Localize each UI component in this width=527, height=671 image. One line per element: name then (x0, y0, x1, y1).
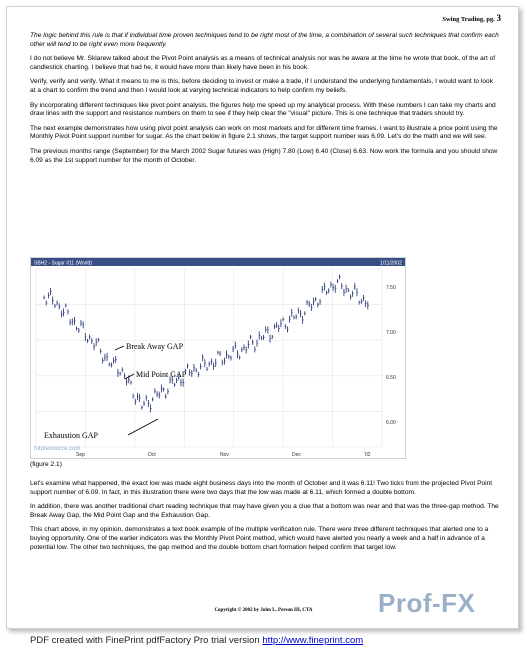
chart-date-label: 1/11/2002 (380, 260, 402, 267)
x-tick-label: Nov (220, 452, 229, 458)
header-title: Swing Trading, pg. (442, 16, 495, 23)
paragraph-next-example: The next example demonstrates how using pivot point analysis can work on most markets and for different time frames. I want to illustrate a price point using the Monthly Pivot Point support number for sugar. As the chart below in figure 2.1 shows, the target support number was 6.09. Let's do the math and we will see. (30, 124, 498, 141)
annotation-break-away-gap: Break Away GAP (126, 342, 184, 351)
paragraph-pivot-analysis: By incorporating different techniques like pivot point analysis, the figures help me speed up my analytical process. With these numbers I can take my charts and draw lines with the support and resistance numbers on them to see if they help clear the "visual" picture. This is one technique that traders should try. (30, 101, 496, 118)
paragraph-logic: The logic behind this rule is that if individual time proven techniques tend to be right most of the time, a combination of several such techniques that confirm each other will tend to be right even more frequently. (30, 32, 499, 48)
sugar-chart (30, 257, 406, 459)
x-tick-label: Sep (76, 452, 85, 458)
page-header (442, 13, 501, 23)
paragraph-sklarew: I do not believe Mr. Sklarew talked about the Pivot Point analysis as a means of technical analysis nor was he aware at the time he wrote that book, of the art of candlestick charting. I believe that had he, it would have more than likely have been in his book. (30, 55, 496, 71)
figure-caption: (figure 2.1) (30, 461, 62, 468)
y-tick-label: 7.50 (386, 285, 396, 291)
chart-symbol-label: SBH2 - Sugar #11 (World) (34, 260, 92, 267)
chart-site-mark: futuresource.com (34, 446, 81, 452)
annotation-mid-point-gap: Mid Point GAP (136, 370, 187, 379)
copyright-footer: Copyright © 2002 by John L. Person III, CTA (214, 608, 313, 613)
annotation-exhaustion-gap: Exhaustion GAP (44, 431, 98, 440)
paragraph-verify: Verify, verify and verify. What it means to me is this, before deciding to invest or make a trade, if I understand the underlying fundamentals, I would want to look at a chart to confirm the trend and then I would look at varying technical indicators to help confirm my beliefs. (30, 78, 494, 94)
paragraph-three-gap: In addition, there was another traditional chart reading technique that may have given you a clue that a bottom was near and that was the three-gap method. The Break Away Gap, the Mid Point Gap and the Exhaustion Gap. (30, 503, 499, 519)
chart-border (30, 257, 406, 459)
paragraph-previous-range: The previous months range (September) for the March 2002 Sugar futures was (High) 7.80 (Low) 6.40 (Close) 6.63. Now work the formula and you should show 6.09 as the 1st support number for the month of October. (30, 147, 498, 164)
x-tick-label: Dec (292, 452, 301, 458)
header-page-number: 3 (496, 13, 501, 23)
y-tick-label: 6.50 (386, 375, 396, 381)
paragraph-verification-rule: This chart above, in my opinion, demonstrates a text book example of the multiple verification rule. There were three different techniques that alerted one to a buying opportunity. One of the earlier indicators was the Monthly Pivot Point method, which would have alerted you nearly a week and a half in advance of a potential low. The other two techniques, the gap method and the double bottom chart formation helped confirm that target low. (30, 526, 489, 551)
y-tick-label: 6.00 (386, 420, 396, 426)
x-tick-label: Oct (148, 452, 156, 458)
chart-svg (30, 257, 406, 459)
x-tick-label: '02 (364, 452, 371, 458)
fineprint-link[interactable]: http://www.fineprint.com (262, 635, 364, 646)
y-tick-label: 7.00 (386, 330, 396, 336)
body-text-lower (30, 480, 500, 558)
body-text-upper (30, 32, 500, 171)
watermark-logo: Prof-FX (378, 588, 476, 618)
paragraph-examine: Let's examine what happened, the exact low was made eight business days into the month of October and it was 6.11! Two ticks from the projected Pivot Point support number of 6.09. In fact, in this illustration there were two days that the low was made at 6.11, which formed a double bottom. (30, 480, 493, 496)
pdf-creator-text: PDF created with FinePrint pdfFactory Pro trial version (30, 635, 260, 646)
pdf-creator-line (30, 635, 363, 646)
